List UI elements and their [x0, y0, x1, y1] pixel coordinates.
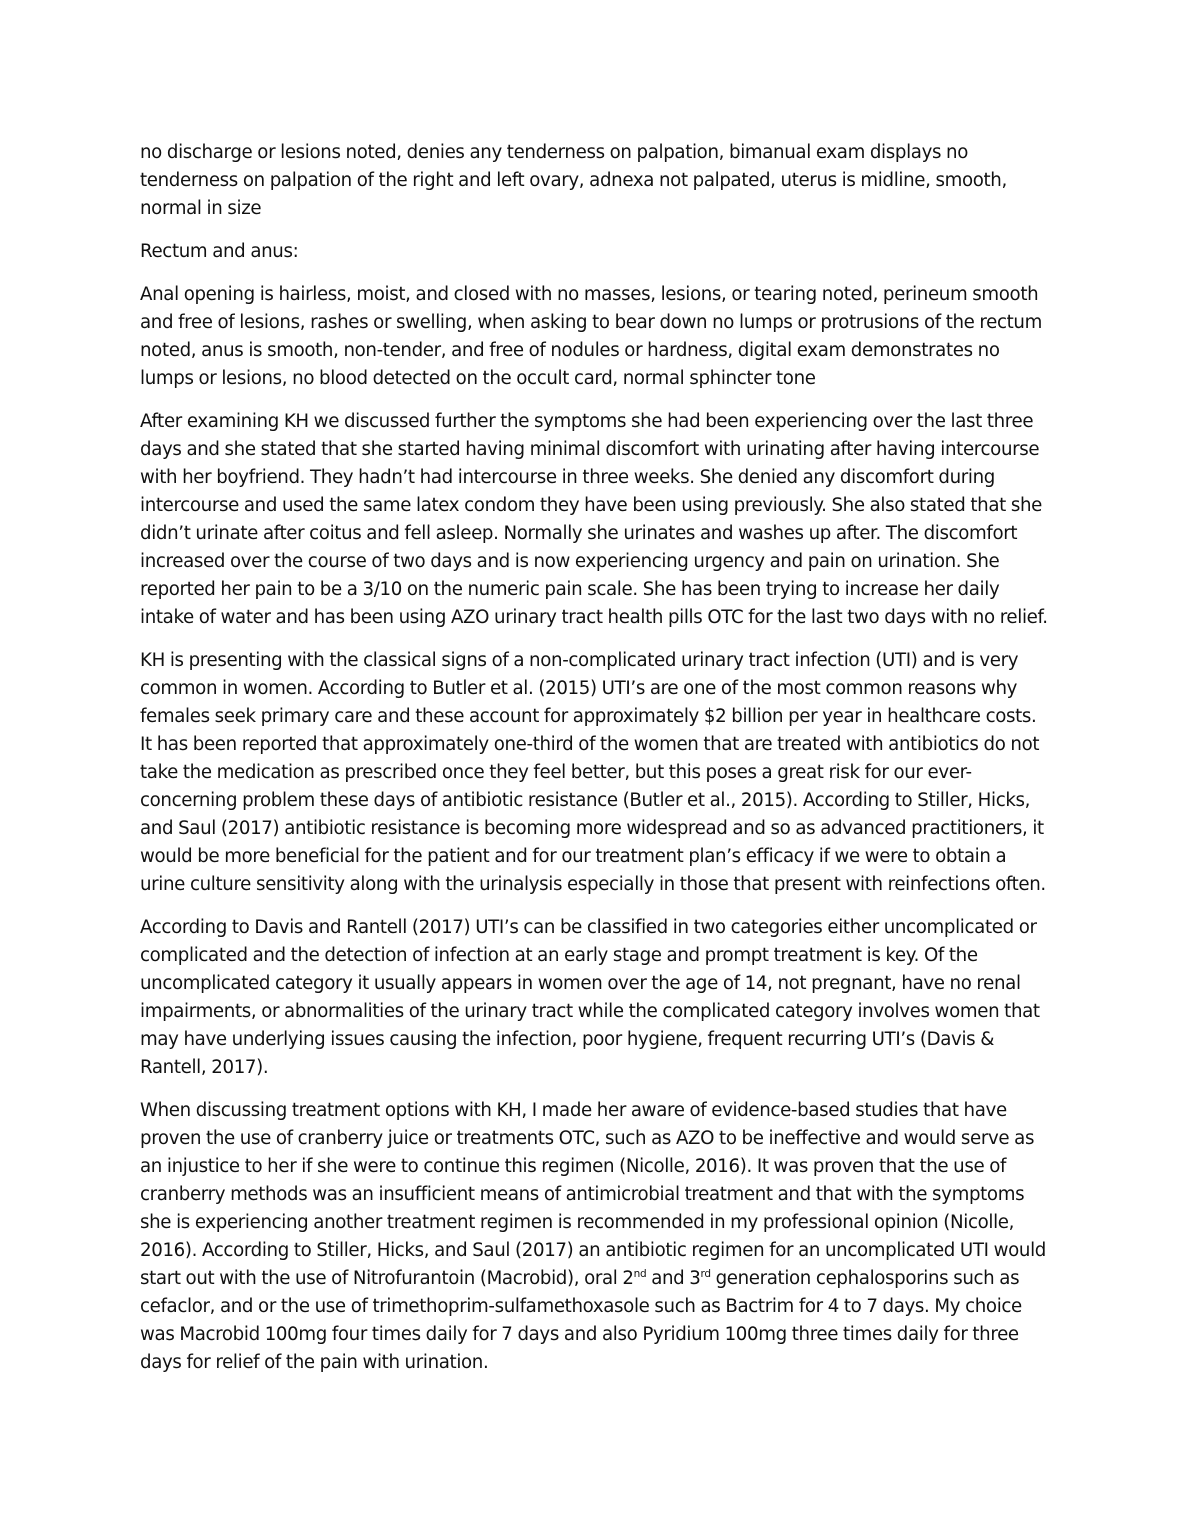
treatment-text-part2: and 3: [646, 1268, 701, 1289]
paragraph-pelvic-exam: no discharge or lesions noted, denies any tenderness on palpation, bimanual exam displays no tenderness on palpation of the right and left ovary, adnexa not palpated, uterus is midline, smooth, normal in size: [140, 142, 1007, 219]
superscript-rd: rd: [700, 1268, 711, 1280]
treatment-text-part3: generation cephalosporins such as cefaclor, and or the use of trimethoprim-sulfamethoxasole such as Bactrim for 4 to 7 days. My choice was Macrobid 100mg four times daily for 7 days and also Pyridium 100mg three times daily for three days for relief of the pain with urination.: [140, 1268, 1022, 1373]
section-heading-rectum-anus: Rectum and anus:: [140, 241, 299, 262]
treatment-text-part1: When discussing treatment options with KH, I made her aware of evidence-based studies that have proven the use of cranberry juice or treatments OTC, such as AZO to be ineffective and would serve as an injustice to her if she were to continue this regimen (Nicolle, 2016). It was proven that the use of cranberry methods was an insufficient means of antimicrobial treatment and that with the symptoms she is experiencing another treatment regimen is recommended in my professional opinion (Nicolle, 2016). According to Stiller, Hicks, and Saul (2017) an antibiotic regimen for an uncomplicated UTI would start out with the use of Nitrofurantoin (Macrobid), oral 2: [140, 1100, 1046, 1289]
paragraph-uti-overview: KH is presenting with the classical signs of a non-complicated urinary tract infection (UTI) and is very common in women. According to Butler et al. (2015) UTI’s are one of the most common reasons why females seek primary care and these account for approximately $2 billion per year in healthcare costs. It has been reported that approximately one-third of the women that are treated with antibiotics do not take the medication as prescribed once they feel better, but this poses a great risk for our ever-concerning problem these days of antibiotic resistance (Butler et al., 2015). According to Stiller, Hicks, and Saul (2017) antibiotic resistance is becoming more widespread and so as advanced practitioners, it would be more beneficial for the patient and for our treatment plan’s efficacy if we were to obtain a urine culture sensitivity along with the urinalysis especially in those that present with reinfections often.: [140, 650, 1046, 895]
paragraph-uti-classification: According to Davis and Rantell (2017) UTI’s can be classified in two categories either uncomplicated or complicated and the detection of infection at an early stage and prompt treatment is key. Of the uncomplicated category it usually appears in women over the age of 14, not pregnant, have no renal impairments, or abnormalities of the urinary tract while the complicated category involves women that may have underlying issues causing the infection, poor hygiene, frequent recurring UTI’s (Davis & Rantell, 2017).: [140, 917, 1040, 1078]
superscript-nd: nd: [633, 1268, 647, 1280]
paragraph-treatment-plan: [140, 1097, 1052, 1377]
paragraph-rectal-exam: Anal opening is hairless, moist, and closed with no masses, lesions, or tearing noted, perineum smooth and free of lesions, rashes or swelling, when asking to bear down no lumps or protrusions of the rectum noted, anus is smooth, non-tender, and free of nodules or hardness, digital exam demonstrates no lumps or lesions, no blood detected on the occult card, normal sphincter tone: [140, 284, 1042, 389]
paragraph-history-discussion: After examining KH we discussed further the symptoms she had been experiencing over the last three days and she stated that she started having minimal discomfort with urinating after having intercourse with her boyfriend. They hadn’t had intercourse in three weeks. She denied any discomfort during intercourse and used the same latex condom they have been using previously. She also stated that she didn’t urinate after coitus and fell asleep. Normally she urinates and washes up after. The discomfort increased over the course of two days and is now experiencing urgency and pain on urination. She reported her pain to be a 3/10 on the numeric pain scale. She has been trying to increase her daily intake of water and has been using AZO urinary tract health pills OTC for the last two days with no relief.: [140, 411, 1048, 628]
document-page: [140, 139, 1052, 1392]
